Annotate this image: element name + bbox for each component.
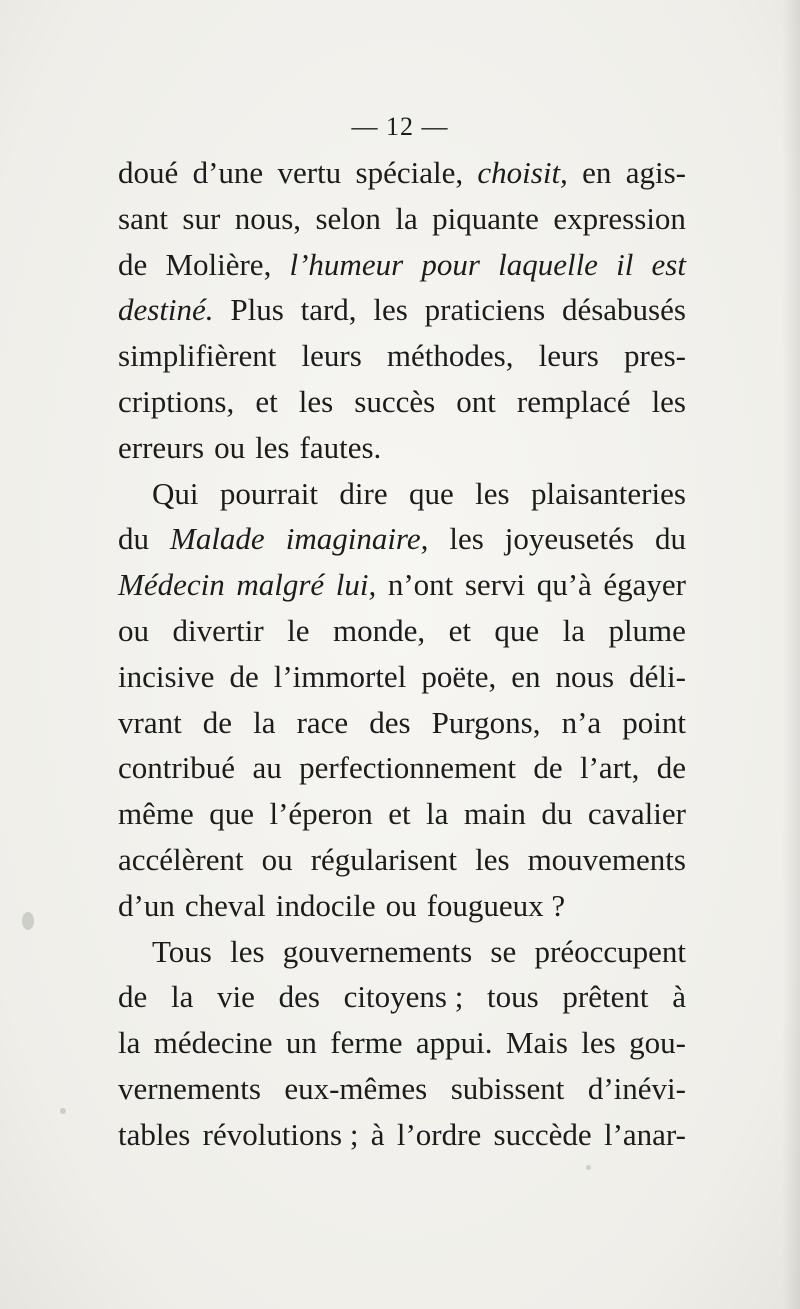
word: le [287,612,310,648]
text-line [118,287,686,333]
word: Tous [152,933,212,969]
word: ont [456,383,496,419]
text-line [118,1066,686,1112]
italic-word: l’humeur [289,246,404,282]
text-line [118,745,686,791]
word: expression [553,200,686,236]
word: médecine [153,1025,273,1061]
text-line [118,791,686,837]
word: les [581,1025,616,1061]
word: spéciale, [355,155,464,190]
text-line [118,929,686,975]
word: se [490,933,517,969]
word: que [494,612,540,648]
word: l’éperon [269,796,373,832]
word: sant [118,200,168,236]
word: ou [118,612,149,648]
word: ou [214,429,246,465]
word: les [475,475,510,511]
word: n’ont [387,567,454,603]
italic-word: pour [421,246,480,282]
word: d’une [192,155,264,190]
text-line [118,379,686,425]
word: de [533,750,563,786]
word: remplacé [516,383,631,419]
word: méthodes, [386,338,514,374]
word: Purgons, [431,704,541,740]
word: de [118,246,148,282]
word: race [296,704,349,740]
word: servi [464,567,526,603]
word: et [255,383,278,419]
text-line [118,654,686,700]
word: accélèrent [118,841,244,877]
italic-word: malgré [236,567,325,603]
word: gou- [629,1025,686,1061]
word: cheval [184,887,266,923]
paper-speck [586,1165,591,1170]
text-line [118,471,686,517]
page-edge-shadow [782,0,800,1309]
word: la [170,979,194,1015]
paper-speck [22,912,34,930]
word: plaisanteries [531,475,686,511]
word: contribué [118,750,236,786]
text-line [118,1020,686,1066]
word: subissent [450,1070,565,1106]
word: les [449,521,484,557]
word: les [298,383,334,419]
word: du [118,521,149,557]
word: d’inévi- [587,1070,686,1106]
word: prêtent [562,979,649,1015]
text-line [118,150,686,196]
word: à [370,1116,385,1152]
word: agis- [625,155,686,190]
word: désabusés [561,292,686,328]
word: citoyens ; [343,979,464,1015]
word: les [255,429,290,465]
word: nous, [234,200,302,236]
word: ou [385,887,417,923]
text-line [118,516,686,562]
text-line [118,333,686,379]
word: de [202,704,233,740]
word: selon [315,200,381,236]
word: vertu [277,155,342,190]
word: simplifièrent [118,338,277,374]
text-line [118,974,686,1020]
word: tard, [300,292,357,328]
word: mouvements [527,841,686,877]
word: dire [339,475,388,511]
word: vie [217,979,255,1015]
word: n’a [561,704,602,740]
word: leurs [538,338,599,374]
word: et [448,612,471,648]
word: sur [182,200,221,236]
word: qu’à [536,567,592,603]
word: indocile [275,887,376,923]
word: Plus [230,292,284,328]
text-line [118,562,686,608]
word: la [118,1025,141,1061]
body-text [118,150,686,1158]
italic-word: il [616,246,634,282]
word: Qui [152,475,199,511]
word: vernements [118,1070,261,1106]
italic-word: Médecin [118,567,225,603]
word: que [409,475,454,511]
word: que [209,796,254,832]
word: des [369,704,411,740]
word: criptions, [118,383,235,419]
word: à [672,979,686,1015]
word: main [463,796,526,832]
word: plume [608,612,686,648]
word: même [118,796,194,832]
word: monde, [332,612,426,648]
word: pres- [624,338,686,374]
italic-word: imaginaire, [285,521,429,557]
word: Molière, [165,246,272,282]
word: la [253,704,276,740]
word: déli- [629,658,686,694]
word: pourrait [219,475,319,511]
word: incisive [118,658,215,694]
word: de [656,750,686,786]
word: joyeusetés [504,521,634,557]
word: poëte, [421,658,497,694]
word: des [278,979,320,1015]
word: de [118,979,148,1015]
word: eux-mêmes [284,1070,428,1106]
word: l’art, [579,750,640,786]
italic-word: laquelle [498,246,598,282]
word: succède [493,1116,592,1152]
word: point [622,704,686,740]
word: les [475,841,510,877]
word: les [230,933,265,969]
word: préoccupent [534,933,686,969]
word: vrant [118,704,182,740]
word: l’immortel [273,658,407,694]
italic-word: choisit, [477,155,568,190]
word: cavalier [587,796,686,832]
word: du [654,521,686,557]
word: la [426,796,449,832]
word: égayer [603,567,686,603]
word: fautes. [299,429,382,465]
word: succès [354,383,436,419]
word: régularisent [310,841,458,877]
word: fougueux ? [426,887,566,923]
word: Mais [505,1025,568,1061]
word: un [285,1025,317,1061]
word: de [229,658,259,694]
word: en [582,155,612,190]
word: d’un [118,887,175,923]
word: praticiens [424,292,546,328]
italic-word: est [651,246,686,282]
italic-word: lui, [335,567,377,603]
italic-word: Malade [170,521,265,557]
word: l’ordre [396,1116,482,1152]
text-line [118,242,686,288]
word: divertir [172,612,264,648]
word: en [511,658,541,694]
word: la [395,200,418,236]
text-line [118,196,686,242]
page-number: — 12 — [351,112,449,141]
word: erreurs [118,429,205,465]
word: et [388,796,411,832]
word: gouvernements [282,933,473,969]
word: doué [118,155,179,190]
word: révolutions ; [202,1116,359,1152]
word: appui. [415,1025,493,1061]
text-line [118,608,686,654]
text-line [118,1112,686,1158]
italic-word: destiné. [118,292,214,328]
word: tables [118,1116,191,1152]
text-line [118,837,686,883]
word: perfectionnement [299,750,516,786]
text-line [118,700,686,746]
word: la [562,612,585,648]
word: les [651,383,686,419]
word: ferme [330,1025,403,1061]
text-line [118,883,686,929]
word: les [373,292,408,328]
word: l’anar- [603,1116,686,1152]
word: au [252,750,282,786]
word: tous [487,979,539,1015]
word: leurs [301,338,362,374]
word: piquante [432,200,539,236]
word: nous [555,658,615,694]
word: du [541,796,573,832]
paper-speck [60,1108,66,1114]
text-line [118,425,686,471]
word: ou [261,841,293,877]
